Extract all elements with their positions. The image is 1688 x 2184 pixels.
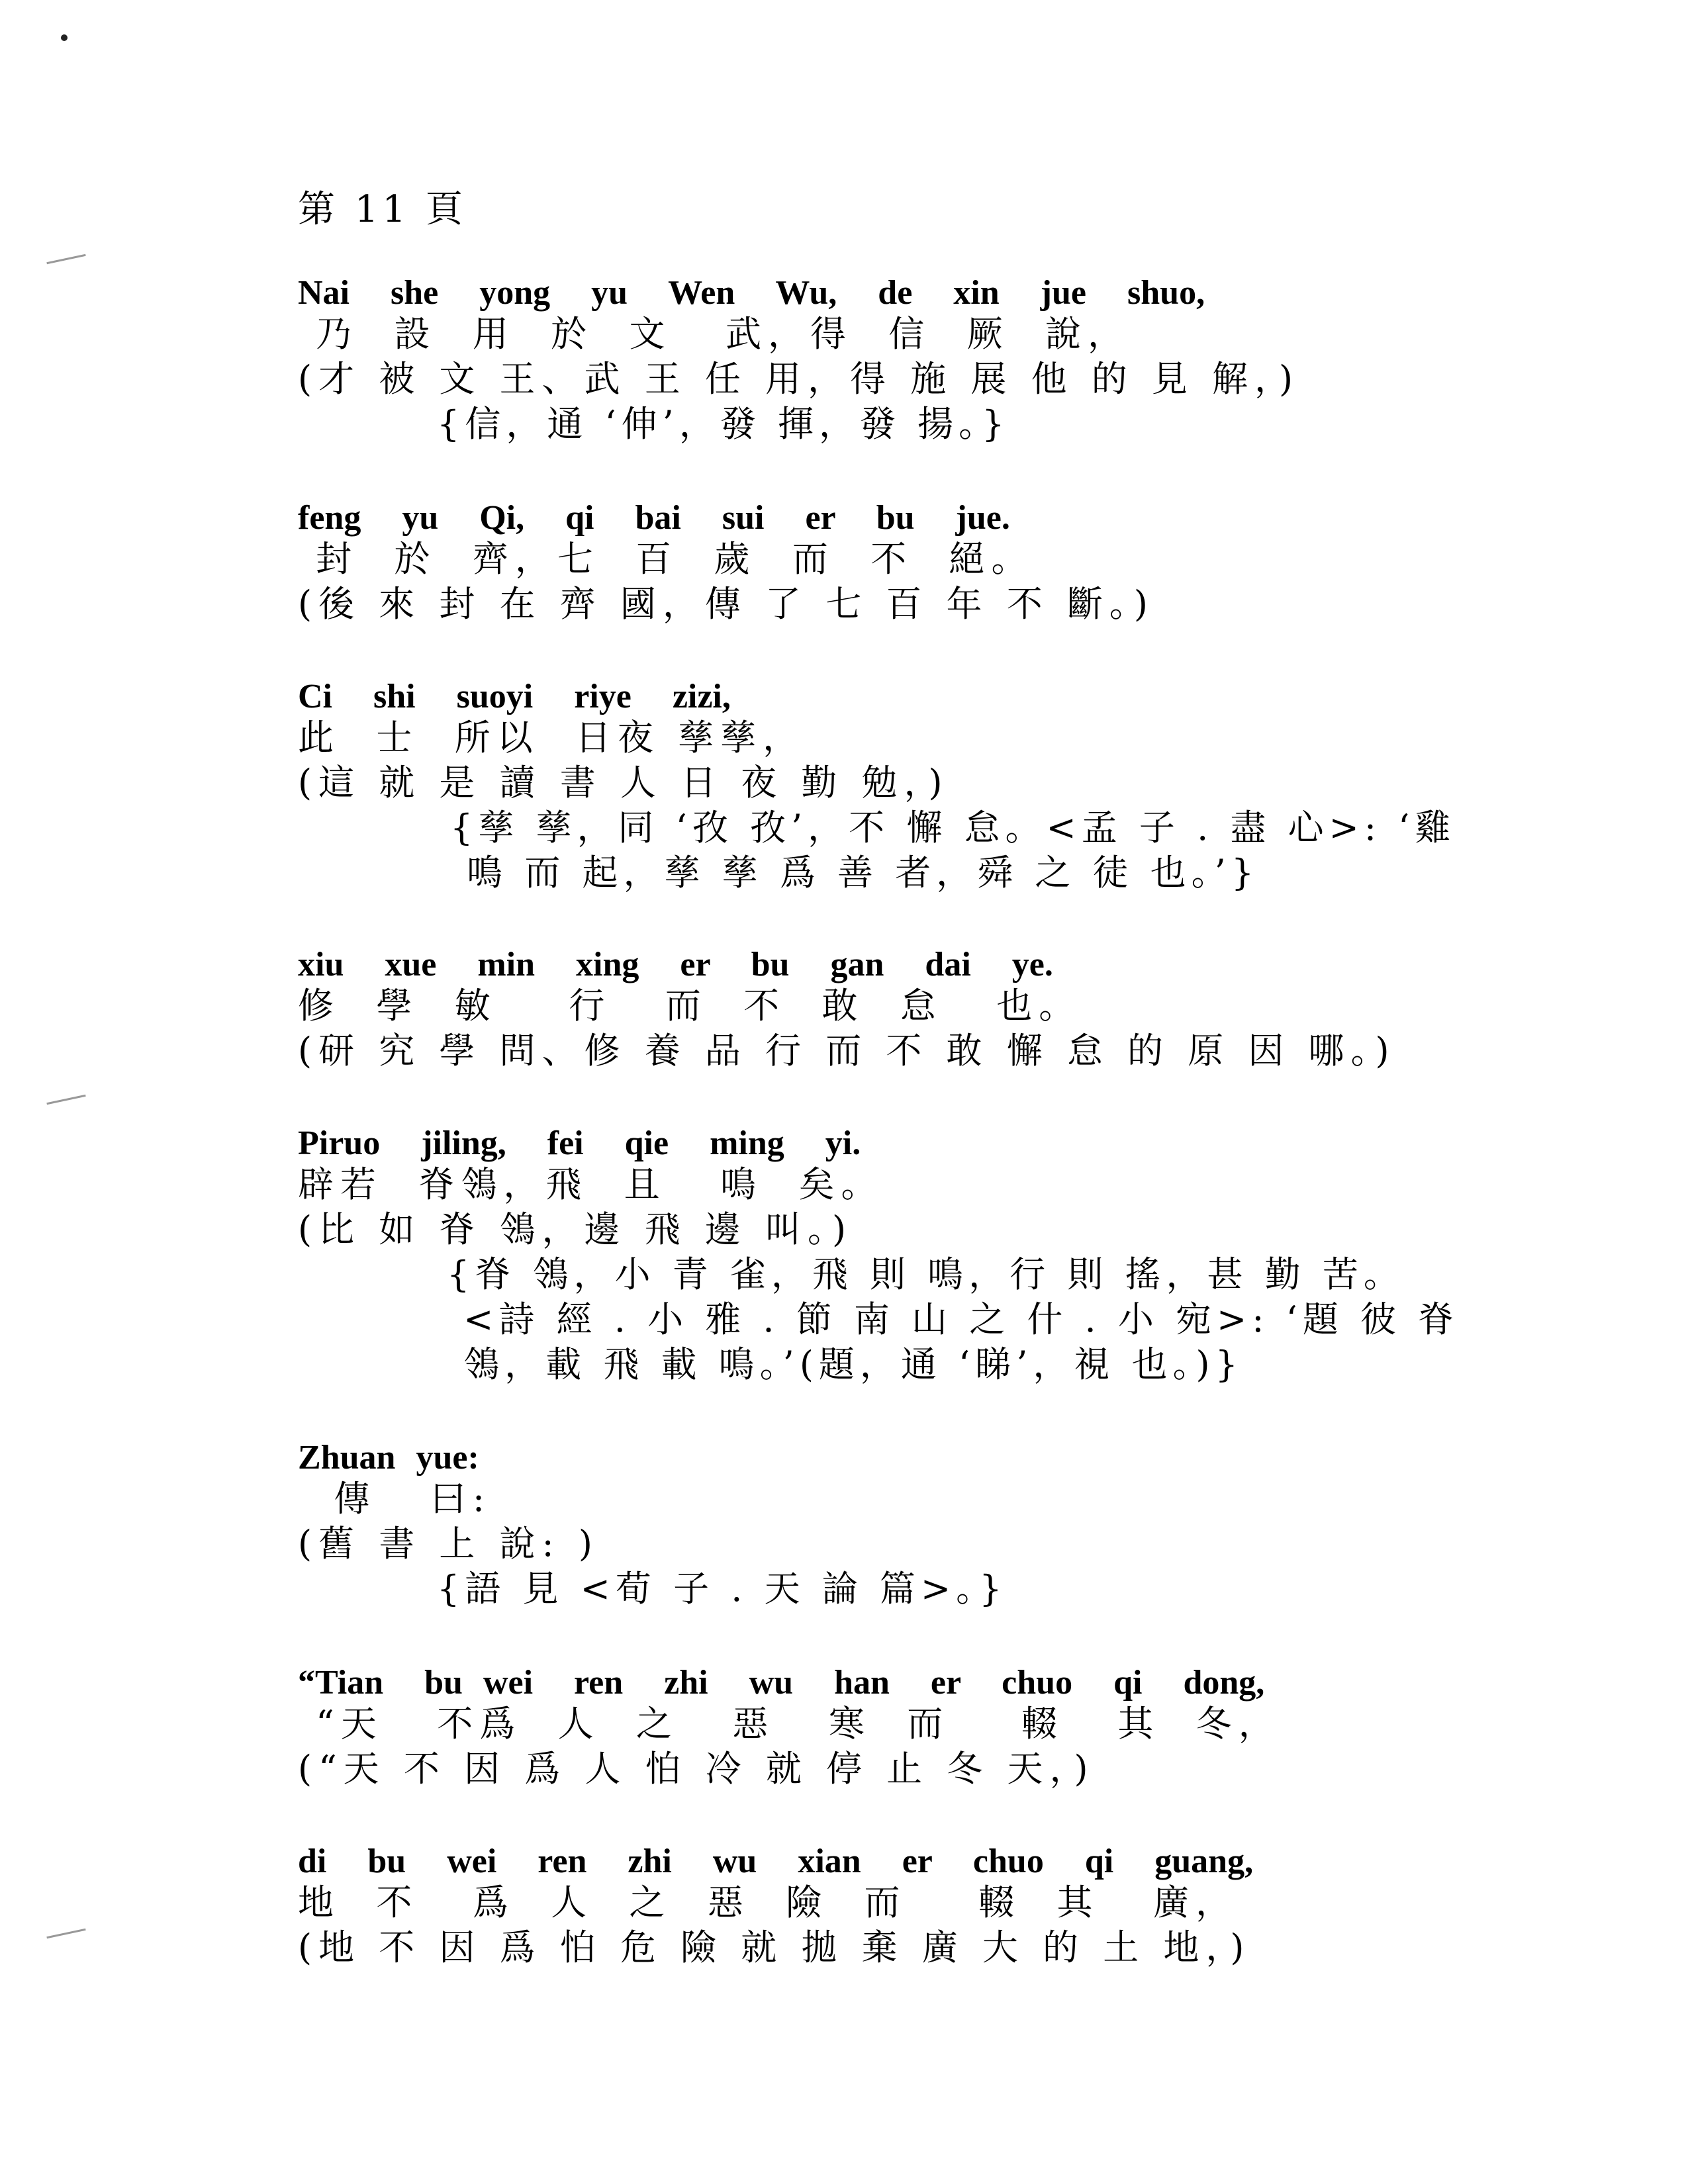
hanzi-line: 傳 曰: <box>298 1478 492 1520</box>
translation-line: (比 如 脊 鴒，邊 飛 邊 叫。) <box>298 1208 853 1250</box>
margin-mark <box>46 1095 85 1105</box>
stanza-8 <box>298 1830 1489 1970</box>
stanza-1 <box>298 261 1489 447</box>
stanza-7 <box>298 1651 1489 1792</box>
margin-mark <box>46 1929 85 1938</box>
hanzi-line: 此 士 所以 日夜 孳孳， <box>298 717 806 758</box>
translation-line: (舊 書 上 說: ) <box>298 1523 599 1565</box>
pinyin-line: Piruo jiling, fei qie ming yi. <box>298 1124 861 1162</box>
margin-mark <box>46 254 85 264</box>
translation-line: (才 被 文 王、武 王 任 用，得 施 展 他 的 見 解，) <box>298 358 1300 400</box>
stanza-3 <box>298 665 1489 895</box>
pinyin-line: Zhuan yue: <box>298 1439 479 1477</box>
hanzi-line: 辟若 脊鴒，飛 且 鳴 矣。 <box>298 1163 884 1205</box>
hanzi-line: 乃 設 用 於 文 武，得 信 厥 說， <box>298 313 1130 355</box>
scan-speck <box>61 34 68 41</box>
stanza-4 <box>298 933 1489 1073</box>
note-line: {信，通 ‘伸’，發 揮，發 揚。} <box>437 403 1010 445</box>
translation-line: (“天 不 因 爲 人 怕 冷 就 停 止 冬 天，) <box>298 1748 1095 1790</box>
note-line: {孳 孳，同 ‘孜 孜’，不 懈 怠。<孟 子 . 盡 心>: ‘雞 <box>450 807 1456 848</box>
hanzi-line: 封 於 齊，七 百 歲 而 不 絕。 <box>298 538 1034 580</box>
stanza-2 <box>298 486 1489 627</box>
translation-line: (研 究 學 問、修 養 品 行 而 不 敢 懈 怠 的 原 因 哪。) <box>298 1030 1396 1071</box>
translation-line: (這 就 是 讀 書 人 日 夜 勤 勉，) <box>298 762 949 803</box>
hanzi-line: 地 不 爲 人 之 惡 險 而 輟 其 廣， <box>298 1882 1238 1923</box>
hanzi-line: “天 不爲 人 之 惡 寒 而 輟 其 冬， <box>298 1703 1281 1745</box>
pinyin-line: Nai she yong yu Wen Wu, de xin jue shuo, <box>298 274 1205 312</box>
page-header: 第 11 頁 <box>298 188 467 231</box>
note-line: {語 見 <荀 子 . 天 論 篇>。} <box>437 1568 1008 1610</box>
translation-line: (地 不 因 爲 怕 危 險 就 拋 棄 廣 大 的 土 地，) <box>298 1927 1251 1968</box>
stanza-5 <box>298 1112 1489 1387</box>
hanzi-line: 修 學 敏 行 而 不 敢 怠 也。 <box>298 985 1082 1026</box>
translation-line: (後 來 封 在 齊 國，傳 了 七 百 年 不 斷。) <box>298 583 1154 625</box>
stanza-6 <box>298 1426 1489 1612</box>
pinyin-line: Ci shi suoyi riye zizi, <box>298 678 731 715</box>
pinyin-line: xiu xue min xing er bu gan dai ye. <box>298 946 1053 983</box>
note-line: <詩 經 . 小 雅 . 節 南 山 之 什 . 小 宛>: ‘題 彼 脊 <box>447 1298 1460 1340</box>
note-line: 鴒，載 飛 載 鳴。’(題，通 ‘睇’，視 也。)} <box>447 1343 1243 1385</box>
pinyin-line: “Tian bu wei ren zhi wu han er chuo qi dong, <box>298 1664 1265 1702</box>
note-line: {脊 鴒，小 青 雀，飛 則 鳴，行 則 搖，甚 勤 苦。 <box>447 1253 1405 1295</box>
pinyin-line: di bu wei ren zhi wu xian er chuo qi guang, <box>298 1843 1254 1880</box>
pinyin-line: feng yu Qi, qi bai sui er bu jue. <box>298 499 1010 537</box>
note-line: 鳴 而 起，孳 孳 爲 善 者，舜 之 徒 也。’} <box>450 852 1260 893</box>
